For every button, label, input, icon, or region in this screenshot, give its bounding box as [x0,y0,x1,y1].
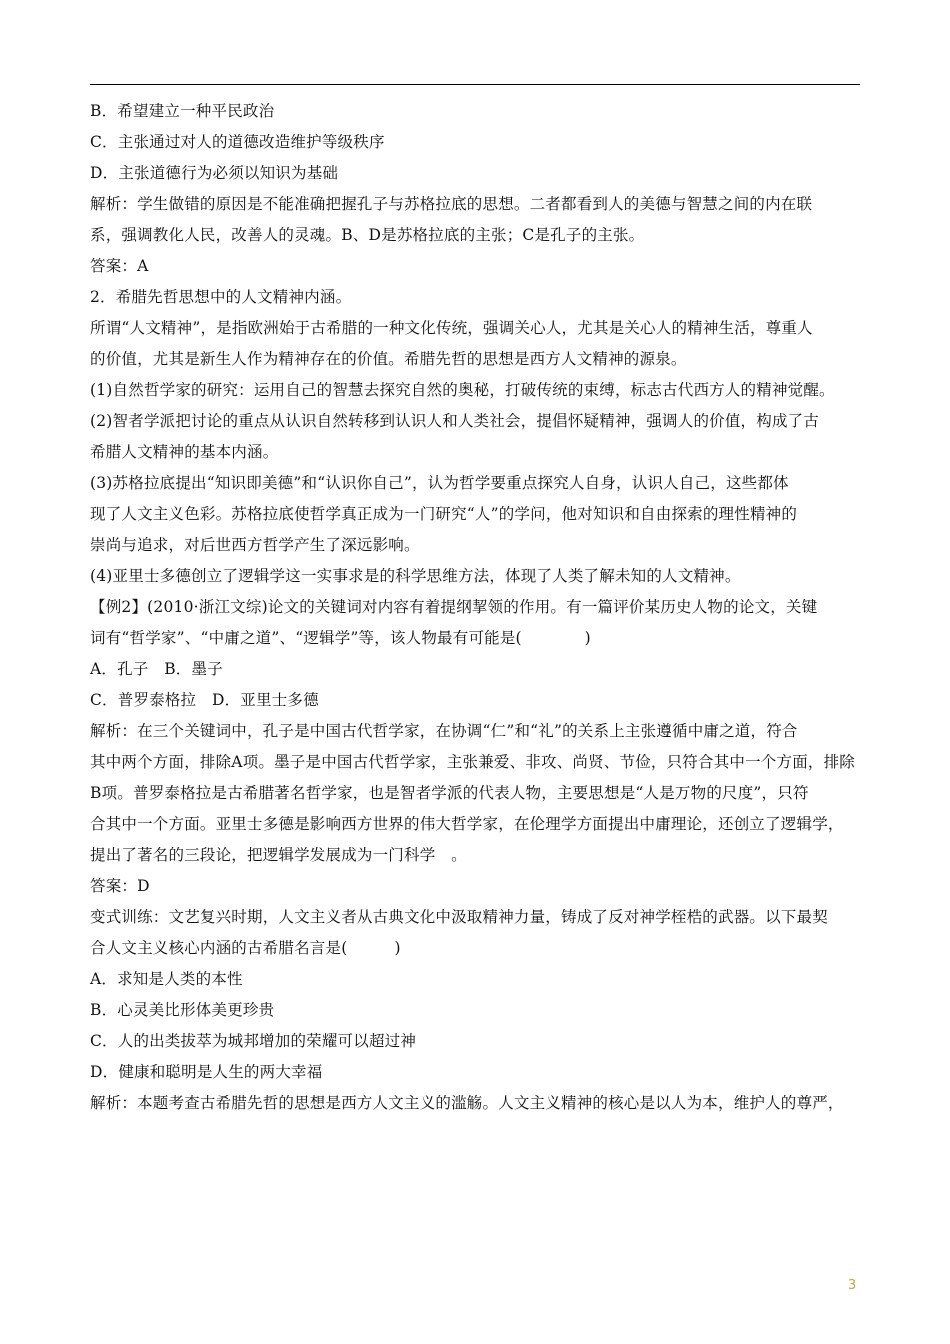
analysis-line: 其中两个方面，排除A项。墨子是中国古代哲学家，主张兼爱、非攻、尚贤、节俭，只符合其中一个方面，排除 [90,753,855,771]
header-rule [90,84,860,85]
paragraph-line: (2)智者学派把讨论的重点从认识自然转移到认识人和人类社会，提倡怀疑精神，强调人的价值，构成了古 [90,412,820,430]
exercise-option: A．求知是人类的本性 [90,970,243,988]
example-options: A．孔子 B．墨子 [90,660,223,678]
option-c: C．主张通过对人的道德改造维护等级秩序 [90,133,385,151]
exercise-option: D．健康和聪明是人生的两大幸福 [90,1063,323,1081]
paragraph-line: 的价值，尤其是新生人作为精神存在的价值。希腊先哲的思想是西方人文精神的源泉。 [90,350,687,368]
option-d: D．主张道德行为必须以知识为基础 [90,164,339,182]
paragraph-line: 现了人文主义色彩。苏格拉底使哲学真正成为一门研究“人”的学问，他对知识和自由探索的理性精神的 [90,505,798,523]
answer-line: 答案：A [90,257,149,275]
analysis-line: B项。普罗泰格拉是古希腊著名哲学家，也是智者学派的代表人物，主要思想是“人是万物的尺度”，只符 [90,784,809,802]
exercise-option: B．心灵美比形体美更珍贵 [90,1001,275,1019]
document-body [90,96,862,1119]
section-heading: 2．希腊先哲思想中的人文精神内涵。 [90,288,352,306]
analysis-line: 解析：在三个关键词中，孔子是中国古代哲学家，在协调“仁”和“礼”的关系上主张遵循中庸之道，符合 [90,722,798,740]
analysis-line: 提出了著名的三段论，把逻辑学发展成为一门科学 。 [90,846,467,864]
example-options: C．普罗泰格拉 D．亚里士多德 [90,691,319,709]
paragraph-line: 崇尚与追求，对后世西方哲学产生了深远影响。 [90,536,420,554]
exercise-question: 合人文主义核心内涵的古希腊名言是( ) [90,939,401,957]
option-b: B．希望建立一种平民政治 [90,102,275,120]
exercise-option: C．人的出类拔萃为城邦增加的荣耀可以超过神 [90,1032,417,1050]
paragraph-line: 希腊人文精神的基本内涵。 [90,443,279,461]
analysis-line: 合其中一个方面。亚里士多德是影响西方世界的伟大哲学家，在伦理学方面提出中庸理论，还创立了逻辑学， [90,815,844,833]
page-number: 3 [848,1278,857,1293]
answer-line: 答案：D [90,877,150,895]
analysis-line: 解析：本题考查古希腊先哲的思想是西方人文主义的滥觞。人文主义精神的核心是以人为本，维护人的尊严， [90,1094,844,1112]
paragraph-line: (4)亚里士多德创立了逻辑学这一实事求是的科学思维方法，体现了人类了解未知的人文精神。 [90,567,741,585]
paragraph-line: 所谓“人文精神”，是指欧洲始于古希腊的一种文化传统，强调关心人，尤其是关心人的精神生活，尊重人 [90,319,813,337]
example-question: 词有“哲学家”、“中庸之道”、“逻辑学”等，该人物最有可能是( ) [90,629,591,647]
exercise-question: 变式训练：文艺复兴时期，人文主义者从古典文化中汲取精神力量，铸成了反对神学桎梏的武器。以下最契 [90,908,828,926]
analysis-line: 系，强调教化人民，改善人的灵魂。B、D是苏格拉底的主张；C是孔子的主张。 [90,226,645,244]
analysis-line: 解析：学生做错的原因是不能准确把握孔子与苏格拉底的思想。二者都看到人的美德与智慧之间的内在联 [90,195,813,213]
example-question: 【例2】(2010·浙江文综)论文的关键词对内容有着提纲挈领的作用。有一篇评价某历史人物的论文，关键 [90,598,818,616]
paragraph-line: (3)苏格拉底提出“知识即美德”和“认识你自己”，认为哲学要重点探究人自身，认识人自己，这些都体 [90,474,789,492]
paragraph-line: (1)自然哲学家的研究：运用自己的智慧去探究自然的奥秘，打破传统的束缚，标志古代西方人的精神觉醒。 [90,381,835,399]
